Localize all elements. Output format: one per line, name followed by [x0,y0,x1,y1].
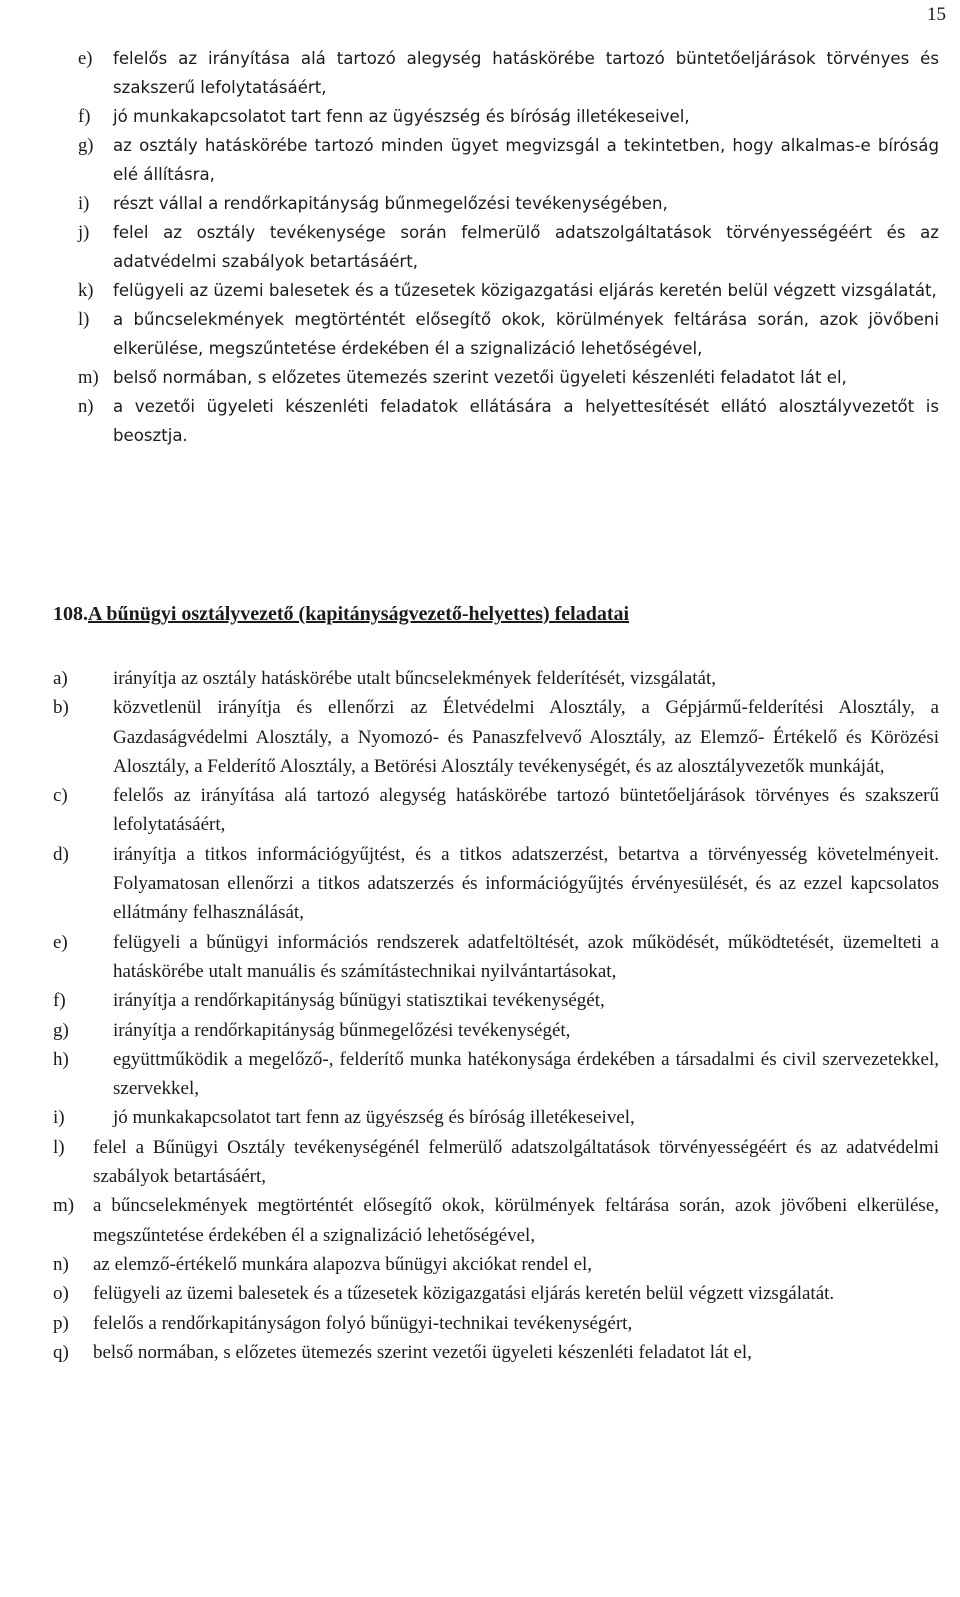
item-letter: f) [53,990,66,1012]
item-text: felügyeli az üzemi balesetek és a tűzesetek közigazgatási eljárás keretén belül végzett vizsgálatát. [93,1283,835,1305]
list-item [53,986,939,1015]
list-item [53,781,939,840]
item-text: közvetlenül irányítja és ellenőrzi az Életvédelmi Alosztály, a Gépjármű-felderítési Alosztály, a Gazdaságvédelmi Alosztály, a Nyomozó- és Panaszfelvevő Alosztály, az Elemző- Értékelő és Körözési Alosztály, a Felderítő Alosztály, a Betörési Alosztály tevékenységét, és az alosztályvezetők munkáját, [113,697,939,777]
list-item [53,1309,939,1338]
item-letter: o) [53,1283,69,1305]
list-item [78,218,939,276]
item-letter: e) [78,48,93,69]
item-text: felel a Bűnügyi Osztály tevékenységénél felmerülő adatszolgáltatások törvényességéért és az adatvédelmi szabályok betartásáért, [93,1136,939,1188]
list-item [53,1191,939,1250]
list-item [78,131,939,189]
item-text: részt vállal a rendőrkapitányság bűnmegelőzési tevékenységében, [113,194,668,213]
item-letter: j) [78,222,90,243]
item-text: a vezetői ügyeleti készenléti feladatok ellátására a helyettesítését ellátó alosztályvezetőt is beosztja. [113,397,939,445]
item-text: belső normában, s előzetes ütemezés szerint vezetői ügyeleti készenléti feladatot lát el, [93,1341,752,1363]
item-letter: m) [78,367,99,388]
list-item [53,840,939,928]
item-text: a bűncselekmények megtörténtét elősegítő okok, körülmények feltárása során, azok jövőbeni elkerülése, megszűntetése érdekében él a szignalizáció lehetőségével, [93,1195,939,1246]
item-text: irányítja a rendőrkapitányság bűnmegelőzési tevékenységét, [113,1019,571,1041]
item-text: jó munkakapcsolatot tart fenn az ügyészség és bíróság illetékeseivel, [113,1107,635,1129]
list-item [78,392,939,450]
list-item [53,1103,939,1132]
continued-duty-list [78,44,939,450]
item-letter: n) [53,1253,69,1275]
item-letter: n) [78,396,94,417]
section-heading [53,603,939,626]
list-item [53,1045,939,1104]
item-letter: q) [53,1341,69,1363]
item-text: az osztály hatáskörébe tartozó minden ügyet megvizsgál a tekintetben, hogy alkalmas-e bíróság elé állításra, [113,136,939,184]
list-item [53,1338,939,1367]
list-item [78,276,939,305]
item-letter: c) [53,785,68,807]
item-letter: i) [78,193,90,214]
item-text: együttműködik a megelőző-, felderítő munka hatékonysága érdekében a társadalmi és civil szervezetekkel, szervekkel, [113,1048,939,1100]
page-number: 15 [927,4,946,25]
item-text: felelős az irányítása alá tartozó alegység hatáskörébe tartozó büntetőeljárások törvényes és szakszerű lefolytatásáért, [113,49,939,97]
item-letter: h) [53,1048,69,1070]
item-letter: m) [53,1195,75,1217]
section-duty-list [53,664,939,1367]
item-text: irányítja a rendőrkapitányság bűnügyi statisztikai tevékenységét, [113,990,605,1012]
item-text: jó munkakapcsolatot tart fenn az ügyészség és bíróság illetékeseivel, [113,107,690,126]
item-text: irányítja az osztály hatáskörébe utalt bűncselekmények felderítését, vizsgálatát, [113,668,716,689]
list-item [53,693,939,781]
item-letter: l) [53,1136,65,1158]
item-text: felelős a rendőrkapitányságon folyó bűnügyi-technikai tevékenységért, [93,1312,633,1334]
item-text: felügyeli az üzemi balesetek és a tűzesetek közigazgatási eljárás keretén belül végzett vizsgálatát, [113,281,937,300]
item-letter: a) [53,668,68,689]
list-item [53,928,939,987]
section-number: 108. [53,603,88,625]
list-item [78,189,939,218]
item-letter: b) [53,697,69,719]
list-item [78,305,939,363]
item-text: felelős az irányítása alá tartozó alegység hatáskörébe tartozó büntetőeljárások törvényes és szakszerű lefolytatásáért, [113,785,939,836]
item-text: felügyeli a bűnügyi információs rendszerek adatfeltöltését, azok működését, működtetését, üzemelteti a hatáskörébe utalt manuális és számítástechnikai nyilvántartásokat, [113,931,939,982]
item-letter: i) [53,1107,65,1129]
list-item [53,1133,939,1192]
item-letter: d) [53,843,69,865]
section-title: A bűnügyi osztályvezető (kapitányságvezető-helyettes) feladatai [88,603,630,625]
item-text: a bűncselekmények megtörténtét elősegítő okok, körülmények feltárása során, azok jövőbeni elkerülése, megszűntetése érdekében él a szignalizáció lehetőségével, [113,310,939,358]
item-letter: p) [53,1312,69,1334]
list-item [53,1250,939,1279]
item-letter: l) [78,309,90,330]
item-letter: f) [78,106,91,127]
list-item [78,44,939,102]
item-letter: g) [53,1019,69,1041]
item-text: felel az osztály tevékenysége során felmerülő adatszolgáltatások törvényességéért és az adatvédelmi szabályok betartásáért, [113,223,939,271]
list-item [53,1016,939,1045]
item-letter: g) [78,135,94,156]
list-item [53,1279,939,1308]
list-item [53,664,939,693]
item-letter: e) [53,931,68,953]
item-text: az elemző-értékelő munkára alapozva bűnügyi akciókat rendel el, [93,1253,593,1275]
list-item [78,102,939,131]
item-text: belső normában, s előzetes ütemezés szerint vezetői ügyeleti készenléti feladatot lát el, [113,368,847,387]
list-item [78,363,939,392]
item-letter: k) [78,280,94,301]
item-text: irányítja a titkos információgyűjtést, és a titkos adatszerzést, betartva a törvényesség követelményeit. Folyamatosan ellenőrzi a titkos adatszerzés és információgyűjtés érvényesülését, és az ezzel kapcsolatos ellátmány felhasználását, [113,843,939,924]
